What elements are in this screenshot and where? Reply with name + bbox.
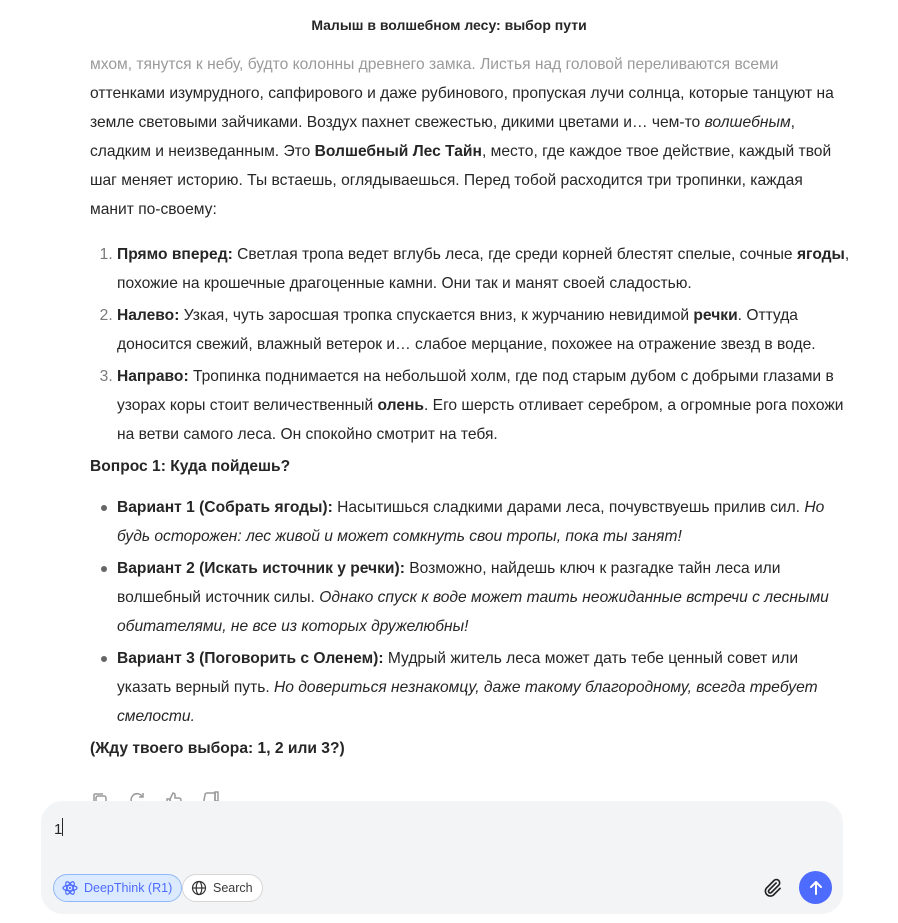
- chat-header: [0, 0, 898, 48]
- path-title: Налево:: [117, 307, 180, 324]
- message-composer: [41, 801, 843, 914]
- option-title: Вариант 1 (Собрать ягоды):: [117, 499, 333, 516]
- story-intro-text-c: , место, где каждое твое действие, каждый твой шаг меняет историю. Ты встаешь, оглядываешься. Перед тобой расходится три тропинки, каждая манит по-своему:: [90, 143, 832, 218]
- arrow-up-icon: [807, 879, 825, 897]
- path-keyword: олень: [377, 397, 425, 414]
- paths-list: [117, 240, 850, 449]
- path-item-forward: [117, 240, 850, 298]
- message-input[interactable]: [54, 815, 714, 843]
- option-warning: Но будь осторожен: лес живой и может сомкнуть свои тропы, пока ты занят!: [117, 499, 825, 545]
- deepthink-label: DeepThink (R1): [84, 881, 173, 895]
- path-text: Тропинка поднимается на небольшой холм, где под старым дубом с добрыми глазами в узорах коры стоит величественный: [117, 368, 834, 414]
- search-toggle[interactable]: [182, 874, 263, 902]
- option-warning: Однако спуск к воде может таить неожиданные встречи с лесными обитателями, не все из которых дружелюбны!: [117, 589, 829, 635]
- path-title: Прямо вперед:: [117, 246, 233, 263]
- option-title: Вариант 3 (Поговорить с Оленем):: [117, 650, 384, 667]
- option-text: Мудрый житель леса может дать тебе ценный совет или указать верный путь.: [117, 650, 799, 696]
- attach-button[interactable]: [759, 875, 785, 901]
- path-keyword: речки: [693, 307, 738, 324]
- assistant-message: [90, 50, 850, 763]
- search-label: Search: [213, 881, 253, 895]
- options-list: [117, 493, 850, 731]
- option-text: Возможно, найдешь ключ к разгадке тайн леса или волшебный источник силы.: [117, 560, 781, 606]
- story-intro-text-a: оттенками изумрудного, сапфирового и даже рубинового, пропуская лучи солнца, которые танцуют на земле световыми зайчиками. Воздух пахнет свежестью, дикими цветами и… чем-то: [90, 85, 834, 131]
- globe-icon: [191, 880, 207, 896]
- send-button[interactable]: [799, 871, 832, 904]
- option-warning: Но довериться незнакомцу, даже такому благородному, всегда требует смелости.: [117, 679, 818, 725]
- path-text: Светлая тропа ведет вглубь леса, где среди корней блестят спелые, сочные: [232, 246, 797, 263]
- option-item-2: [117, 554, 850, 641]
- option-item-3: [117, 644, 850, 731]
- story-intro-text-b: , сладким и неизведанным. Это: [90, 114, 795, 160]
- option-item-1: [117, 493, 850, 551]
- path-text: Узкая, чуть заросшая тропка спускается вниз, к журчанию невидимой: [179, 307, 694, 324]
- path-item-right: [117, 362, 850, 449]
- story-intro-faded: мхом, тянутся к небу, будто колонны древнего замка. Листья над головой переливаются всеми: [90, 56, 779, 73]
- deepthink-toggle[interactable]: [53, 874, 182, 902]
- path-text: , похожие на крошечные драгоценные камни. Они так и манят своей сладостью.: [117, 246, 850, 292]
- waiting-for-choice: (Жду твоего выбора: 1, 2 или 3?): [90, 740, 345, 757]
- atom-icon: [62, 880, 78, 896]
- path-keyword: ягоды: [796, 246, 845, 263]
- question-heading: Вопрос 1: Куда пойдешь?: [90, 458, 291, 475]
- story-intro: [90, 50, 850, 224]
- story-intro-italic: волшебным: [704, 114, 791, 131]
- option-text: Насытишься сладкими дарами леса, почувствуешь прилив сил.: [332, 499, 805, 516]
- option-title: Вариант 2 (Искать источник у речки):: [117, 560, 405, 577]
- chat-title[interactable]: Малыш в волшебном лесу: выбор пути: [311, 17, 587, 33]
- path-item-left: [117, 301, 850, 359]
- path-title: Направо:: [117, 368, 189, 385]
- paperclip-icon: [761, 877, 783, 899]
- path-text: . Оттуда доносится свежий, влажный ветерок и… слабое мерцание, похожее на отражение звезд в воде.: [117, 307, 816, 353]
- path-text: . Его шерсть отливает серебром, а огромные рога похожи на ветви самого леса. Он спокойно смотрит на тебя.: [117, 397, 844, 443]
- text-caret: [62, 818, 63, 836]
- forest-name: Волшебный Лес Тайн: [314, 143, 482, 160]
